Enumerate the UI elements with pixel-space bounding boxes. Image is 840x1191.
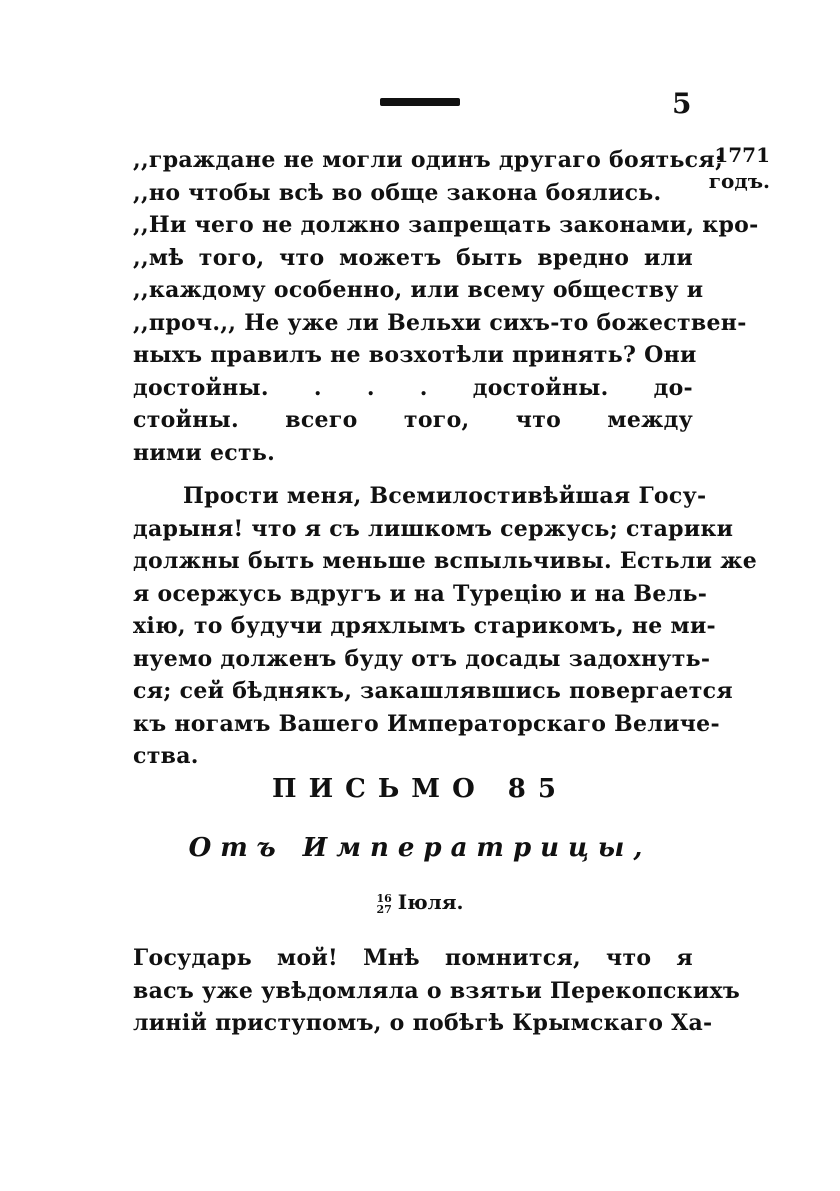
text-line: васъ уже увѣдомляла о взятьи Перекопскихъ bbox=[133, 977, 741, 1004]
header-ornament-rule bbox=[380, 98, 460, 106]
date-month: Іюля. bbox=[397, 890, 464, 914]
text-line: ними есть. bbox=[133, 439, 276, 466]
date-old-style-day: 16 bbox=[376, 891, 392, 905]
text-line: стойны. всего того, что между bbox=[133, 407, 693, 433]
text-line: должны быть меньше вспыльчивы. Естьли же bbox=[133, 548, 758, 574]
text-line: къ ногамъ Вашего Императорскаго Величе- bbox=[133, 710, 720, 737]
text-line: ,,проч.,, Не уже ли Вельхи сихъ-то божествен- bbox=[133, 309, 747, 336]
margin-note-year-number: 1771 bbox=[714, 143, 770, 167]
text-line: ныхъ правилъ не возхотѣли принять? Они bbox=[133, 342, 697, 368]
text-line: Прости меня, Всемилостивѣйшая Госу- bbox=[183, 483, 707, 509]
date-fraction bbox=[376, 893, 391, 915]
text-line: линій приступомъ, о побѣгѣ Крымскаго Ха- bbox=[133, 1010, 713, 1036]
date-new-style-day: 27 bbox=[376, 902, 392, 916]
text-line: ,,Ни чего не должно запрещать законами, кро- bbox=[133, 212, 759, 238]
letter-body bbox=[133, 942, 741, 1040]
text-line: ся; сей бѣднякъ, закашлявшись повергается bbox=[133, 678, 733, 704]
text-line: ,,мѣ того, что можетъ быть вредно или bbox=[133, 244, 693, 271]
text-line: нуемо долженъ буду отъ досады задохнуть- bbox=[133, 645, 711, 672]
letter-sender: Отъ Императрицы, bbox=[188, 833, 652, 863]
text-line: дарыня! что я съ лишкомъ сержусь; старики bbox=[133, 515, 734, 542]
text-line: ства. bbox=[133, 743, 199, 769]
letter-heading: ПИСЬМО 85 bbox=[272, 774, 568, 804]
text-line: ,,каждому особенно, или всему обществу и bbox=[133, 277, 704, 303]
text-line: хію, то будучи дряхлымъ старикомъ, не ми- bbox=[133, 613, 716, 639]
text-line: ,,граждане не могли одинъ другаго бояться; bbox=[133, 147, 724, 173]
text-line: я осержусь вдругъ и на Турецію и на Вель- bbox=[133, 580, 708, 607]
paragraph-apology bbox=[133, 480, 758, 773]
text-line: ,,но чтобы всѣ во обще закона боялись. bbox=[133, 179, 662, 206]
text-line: достойны. . . . достойны. до- bbox=[133, 374, 693, 401]
letter-date bbox=[0, 888, 840, 916]
margin-note-year-word: годъ. bbox=[708, 169, 770, 193]
text-line: Государь мой! Мнѣ помнится, что я bbox=[133, 945, 693, 971]
page-number: 5 bbox=[672, 87, 692, 120]
